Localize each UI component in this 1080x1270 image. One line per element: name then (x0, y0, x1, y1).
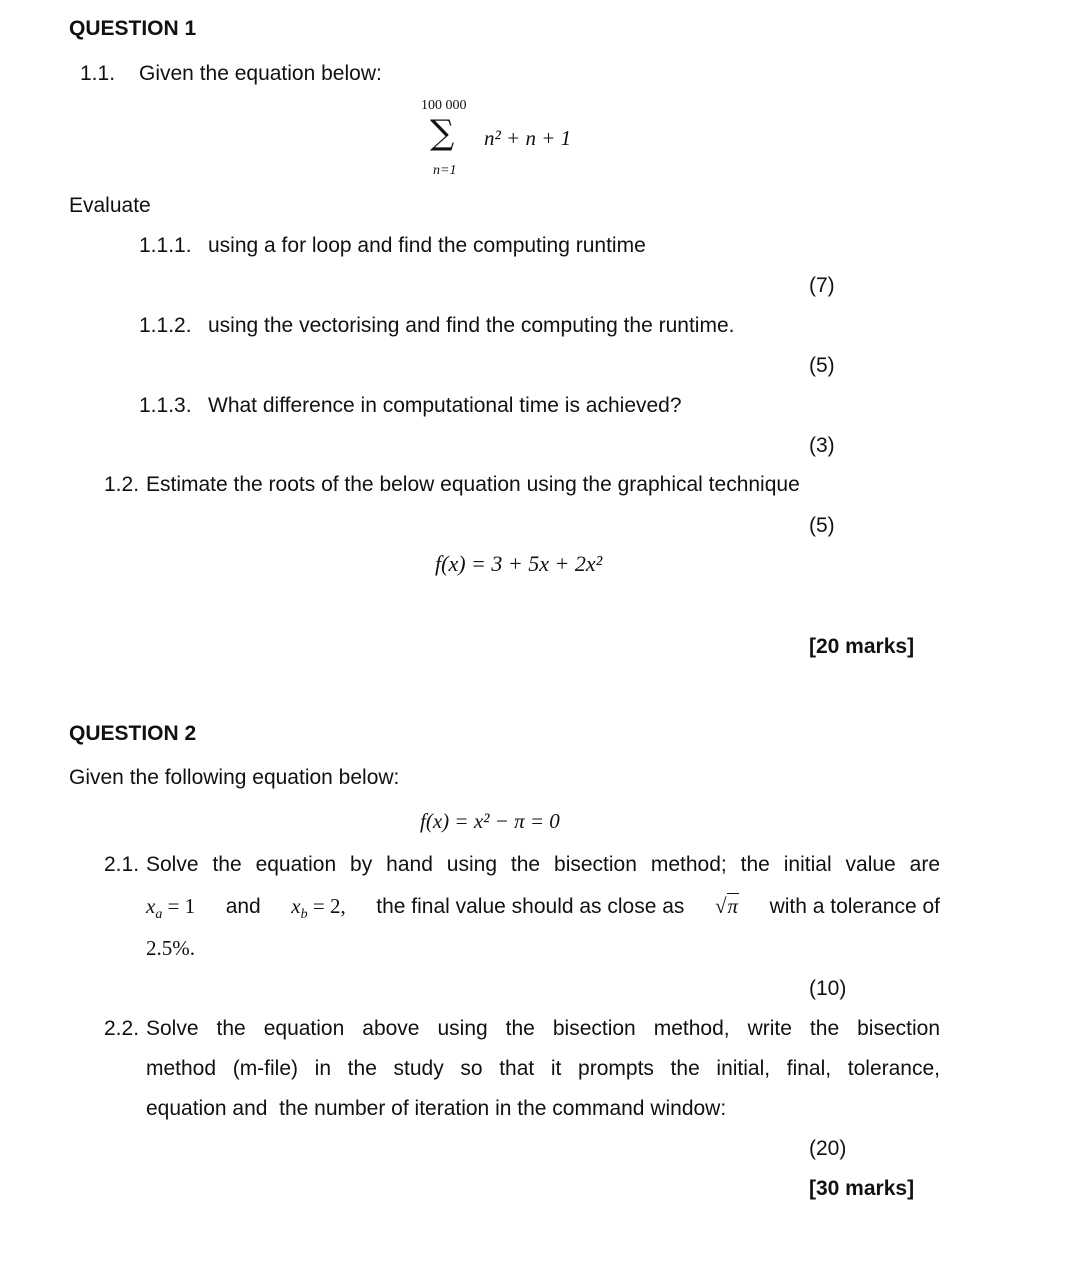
item-1-1-number: 1.1. (80, 62, 116, 85)
item-2-2-line-2: method (m-file) in the study so that it prompts the initial, final, tolerance, (146, 1057, 940, 1080)
item-2-2-line-1: Solve the equation above using the bisection method, write the bisection (146, 1017, 940, 1040)
item-1-2-text: Estimate the roots of the below equation using the graphical technique (146, 473, 800, 496)
item-1-1-2-marks: (5) (809, 354, 835, 377)
question-1-title: QUESTION 1 (69, 17, 197, 40)
item-2-2-marks: (20) (809, 1137, 847, 1160)
sum-expression: n² + n + 1 (484, 126, 572, 150)
item-1-1-3-text: What difference in computational time is achieved? (208, 394, 682, 417)
question-1-total-marks: [20 marks] (809, 635, 915, 658)
item-1-1-2-number: 1.1.2. (139, 314, 192, 337)
sqrt-pi: √π (714, 894, 739, 918)
item-2-1-line-3: 2.5%. (146, 936, 195, 960)
xa-expression: $x_a = 1$ (146, 894, 196, 922)
item-2-1-line-2: $x_a = 1$ and $x_b = 2$, the final value should as close as √π with a tolerance of (146, 894, 940, 922)
sum-lower-limit: n=1 (433, 163, 457, 178)
question-2-intro: Given the following equation below: (69, 766, 400, 789)
item-1-1-text: Given the equation below: (139, 62, 382, 85)
item-2-1-line-1: Solve the equation by hand using the bisection method; the initial value are (146, 853, 940, 876)
item-1-1-3-marks: (3) (809, 434, 835, 457)
item-2-1-number: 2.1. (104, 853, 140, 876)
pi-equation: f(x) = x² − π = 0 (420, 809, 560, 833)
item-1-1-1-text: using a for loop and find the computing runtime (208, 234, 646, 257)
item-2-1-marks: (10) (809, 977, 847, 1000)
xb-expression: $x_b = 2$, (291, 894, 346, 922)
item-2-2-line-3: equation and the number of iteration in the command window: (146, 1097, 727, 1120)
question-2-title: QUESTION 2 (69, 722, 197, 745)
item-1-1-1-number: 1.1.1. (139, 234, 192, 257)
sum-upper-limit: 100 000 (421, 98, 467, 113)
item-1-1-3-number: 1.1.3. (139, 394, 192, 417)
item-1-1-1-marks: (7) (809, 274, 835, 297)
quadratic-equation: f(x) = 3 + 5x + 2x² (435, 551, 603, 576)
question-2-total-marks: [30 marks] (809, 1177, 915, 1200)
sum-symbol: ∑ (430, 113, 455, 153)
item-2-2-number: 2.2. (104, 1017, 140, 1040)
item-1-2-number: 1.2. (104, 473, 140, 496)
item-1-2-marks: (5) (809, 514, 835, 537)
evaluate-label: Evaluate (69, 194, 151, 217)
item-1-1-2-text: using the vectorising and find the computing the runtime. (208, 314, 735, 337)
